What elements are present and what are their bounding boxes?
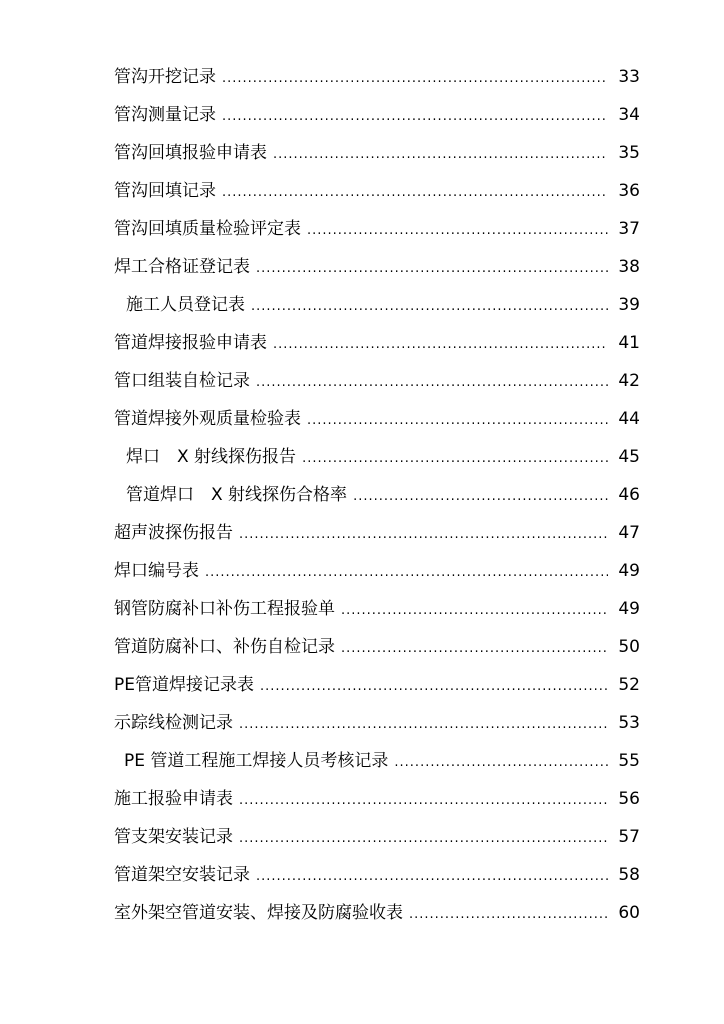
toc-leader-dots xyxy=(260,668,608,706)
toc-entry-page-number: 44 xyxy=(618,409,640,429)
toc-entry[interactable] xyxy=(114,210,640,248)
toc-leader-dots xyxy=(256,250,608,288)
toc-entry-title: 管道架空安装记录 xyxy=(114,865,250,885)
toc-entry-page-number: 33 xyxy=(618,67,640,87)
toc-entry[interactable] xyxy=(114,628,640,666)
toc-entry[interactable] xyxy=(114,476,640,514)
toc-leader-dots xyxy=(205,554,608,592)
toc-entry-page-number: 56 xyxy=(618,789,640,809)
toc-leader-dots xyxy=(307,212,608,250)
toc-entry[interactable] xyxy=(114,514,640,552)
toc-entry-title: 管道焊接报验申请表 xyxy=(114,333,267,353)
toc-entry-title: 管沟回填报验申请表 xyxy=(114,143,267,163)
toc-entry[interactable] xyxy=(114,666,640,704)
toc-entry-page-number: 50 xyxy=(618,637,640,657)
toc-entry-page-number: 58 xyxy=(618,865,640,885)
toc-entry-page-number: 60 xyxy=(618,903,640,923)
toc-entry[interactable] xyxy=(114,856,640,894)
toc-entry[interactable] xyxy=(114,172,640,210)
toc-entry-page-number: 49 xyxy=(618,561,640,581)
toc-leader-dots xyxy=(239,820,608,858)
toc-entry-title: PE管道焊接记录表 xyxy=(114,675,254,695)
toc-entry[interactable] xyxy=(114,58,640,96)
toc-entry-title: 管沟测量记录 xyxy=(114,105,216,125)
toc-entry-page-number: 41 xyxy=(618,333,640,353)
toc-leader-dots xyxy=(273,136,608,174)
toc-entry-page-number: 53 xyxy=(618,713,640,733)
toc-entry-title: 管道焊口 X 射线探伤合格率 xyxy=(126,485,348,505)
toc-leader-dots xyxy=(222,60,608,98)
toc-leader-dots xyxy=(353,478,608,516)
toc-entry-page-number: 55 xyxy=(618,751,640,771)
table-of-contents xyxy=(114,58,640,932)
toc-leader-dots xyxy=(273,326,608,364)
toc-entry[interactable] xyxy=(114,704,640,742)
toc-entry[interactable] xyxy=(114,134,640,172)
toc-entry-title: 焊口编号表 xyxy=(114,561,199,581)
toc-entry[interactable] xyxy=(114,248,640,286)
toc-entry-title: 钢管防腐补口补伤工程报验单 xyxy=(114,599,335,619)
toc-entry-page-number: 36 xyxy=(618,181,640,201)
toc-entry-title: 施工报验申请表 xyxy=(114,789,233,809)
toc-entry[interactable] xyxy=(114,590,640,628)
toc-entry-title: 管道防腐补口、补伤自检记录 xyxy=(114,637,335,657)
toc-entry-page-number: 49 xyxy=(618,599,640,619)
toc-entry-title: 超声波探伤报告 xyxy=(114,523,233,543)
toc-entry-title: 管沟开挖记录 xyxy=(114,67,216,87)
toc-entry-title: 室外架空管道安装、焊接及防腐验收表 xyxy=(114,903,403,923)
toc-leader-dots xyxy=(256,858,608,896)
toc-entry-title: PE 管道工程施工焊接人员考核记录 xyxy=(124,751,389,771)
toc-entry-page-number: 38 xyxy=(618,257,640,277)
toc-entry-page-number: 52 xyxy=(618,675,640,695)
toc-entry[interactable] xyxy=(114,438,640,476)
toc-leader-dots xyxy=(239,782,608,820)
toc-leader-dots xyxy=(341,592,608,630)
toc-entry-title: 管支架安装记录 xyxy=(114,827,233,847)
toc-leader-dots xyxy=(251,288,608,326)
toc-entry[interactable] xyxy=(114,96,640,134)
toc-entry[interactable] xyxy=(114,894,640,932)
toc-entry-title: 施工人员登记表 xyxy=(126,295,245,315)
toc-entry-title: 示踪线检测记录 xyxy=(114,713,233,733)
toc-entry[interactable] xyxy=(114,742,640,780)
toc-leader-dots xyxy=(307,402,608,440)
toc-entry-page-number: 42 xyxy=(618,371,640,391)
toc-entry[interactable] xyxy=(114,780,640,818)
toc-entry[interactable] xyxy=(114,286,640,324)
toc-leader-dots xyxy=(394,744,608,782)
toc-leader-dots xyxy=(409,896,608,934)
toc-entry-title: 管沟回填记录 xyxy=(114,181,216,201)
toc-entry[interactable] xyxy=(114,400,640,438)
toc-entry-page-number: 47 xyxy=(618,523,640,543)
toc-entry-page-number: 35 xyxy=(618,143,640,163)
toc-entry[interactable] xyxy=(114,324,640,362)
toc-entry-title: 焊工合格证登记表 xyxy=(114,257,250,277)
toc-leader-dots xyxy=(302,440,608,478)
toc-entry-page-number: 57 xyxy=(618,827,640,847)
toc-entry-title: 管口组装自检记录 xyxy=(114,371,250,391)
toc-entry[interactable] xyxy=(114,362,640,400)
toc-entry-page-number: 34 xyxy=(618,105,640,125)
toc-entry[interactable] xyxy=(114,818,640,856)
toc-leader-dots xyxy=(341,630,608,668)
toc-leader-dots xyxy=(222,174,608,212)
toc-leader-dots xyxy=(222,98,608,136)
toc-entry-title: 管沟回填质量检验评定表 xyxy=(114,219,301,239)
toc-leader-dots xyxy=(256,364,608,402)
toc-entry-page-number: 46 xyxy=(618,485,640,505)
toc-entry-page-number: 45 xyxy=(618,447,640,467)
toc-leader-dots xyxy=(239,516,608,554)
toc-leader-dots xyxy=(239,706,608,744)
toc-entry-page-number: 39 xyxy=(618,295,640,315)
toc-entry-title: 焊口 X 射线探伤报告 xyxy=(126,447,297,467)
toc-entry[interactable] xyxy=(114,552,640,590)
toc-entry-title: 管道焊接外观质量检验表 xyxy=(114,409,301,429)
toc-entry-page-number: 37 xyxy=(618,219,640,239)
